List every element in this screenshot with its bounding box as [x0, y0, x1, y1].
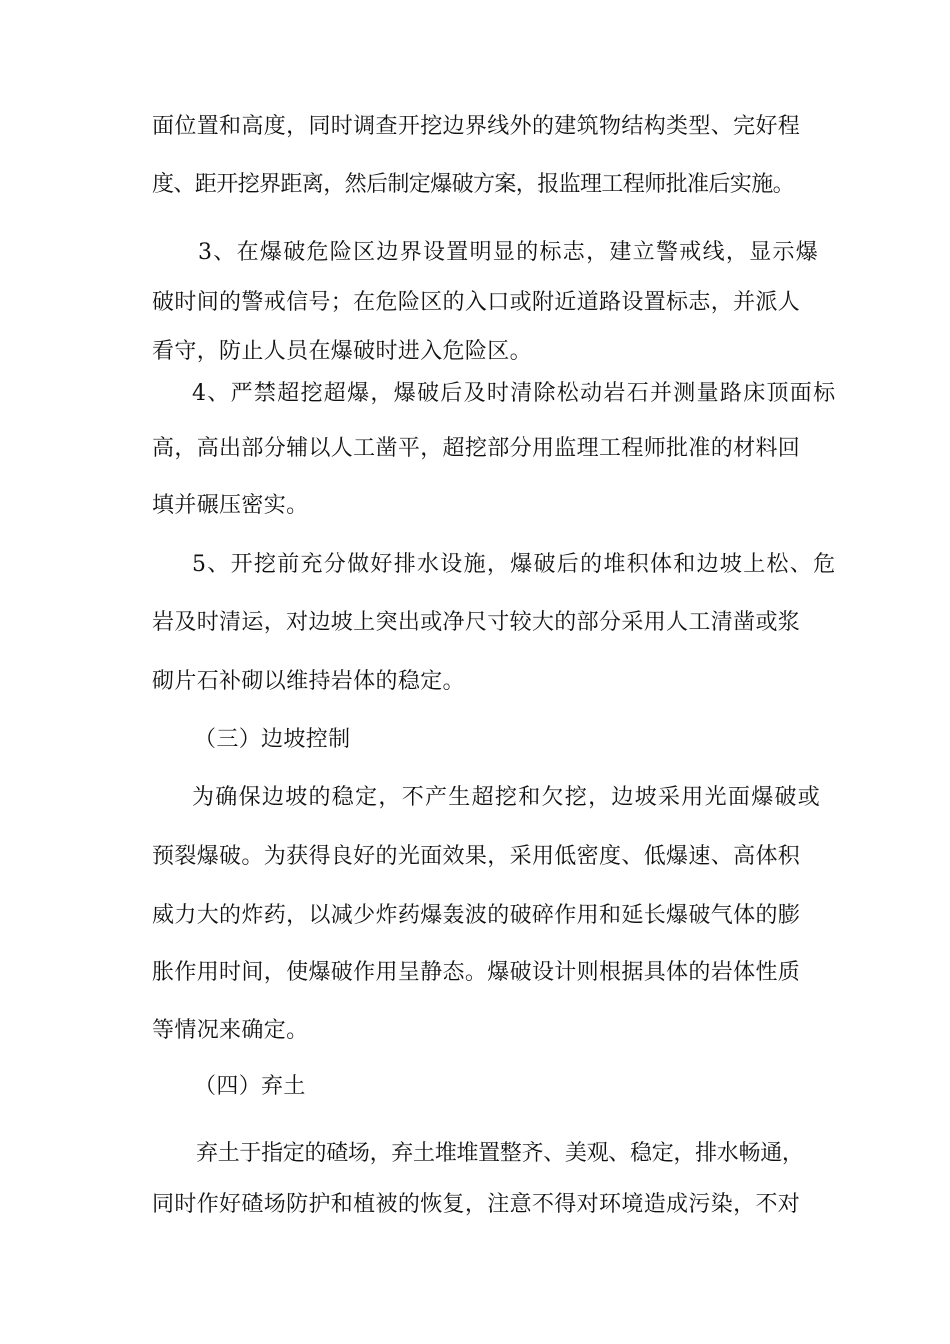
text-line: 砌片石补砌以维持岩体的稳定。	[152, 669, 465, 694]
section-heading: （三）边坡控制	[194, 727, 351, 752]
text-line: 弃土于指定的碴场，弃土堆堆置整齐、美观、稳定，排水畅通，	[196, 1141, 804, 1166]
text-line: 为确保边坡的稳定，不产生超挖和欠挖，边坡采用光面爆破或	[192, 785, 822, 810]
text-line: 预裂爆破。为获得良好的光面效果，采用低密度、低爆速、高体积	[152, 844, 801, 869]
text-line: 度、距开挖界距离，然后制定爆破方案，报监理工程师批准后实施。	[152, 172, 795, 197]
section-heading: （四）弃土	[194, 1074, 306, 1099]
text-line: 面位置和高度，同时调查开挖边界线外的建筑物结构类型、完好程	[152, 114, 801, 139]
text-line: 3、在爆破危险区边界设置明显的标志，建立警戒线，显示爆	[198, 240, 820, 265]
text-line: 看守，防止人员在爆破时进入危险区。	[152, 339, 532, 364]
text-line: 4、严禁超挖超爆，爆破后及时清除松动岩石并测量路床顶面标	[192, 381, 837, 406]
text-line: 岩及时清运，对边坡上突出或净尺寸较大的部分采用人工清凿或浆	[152, 610, 801, 635]
text-line: 胀作用时间，使爆破作用呈静态。爆破设计则根据具体的岩体性质	[152, 960, 801, 985]
text-line: 破时间的警戒信号；在危险区的入口或附近道路设置标志，并派人	[152, 290, 801, 315]
text-line: 同时作好碴场防护和植被的恢复，注意不得对环境造成污染，不对	[152, 1192, 801, 1217]
text-line: 高，高出部分辅以人工凿平，超挖部分用监理工程师批准的材料回	[152, 436, 801, 461]
text-line: 填并碾压密实。	[152, 493, 309, 518]
text-line: 威力大的炸药，以减少炸药爆轰波的破碎作用和延长爆破气体的膨	[152, 903, 801, 928]
text-line: 5、开挖前充分做好排水设施，爆破后的堆积体和边坡上松、危	[192, 552, 837, 577]
text-line: 等情况来确定。	[152, 1018, 309, 1043]
